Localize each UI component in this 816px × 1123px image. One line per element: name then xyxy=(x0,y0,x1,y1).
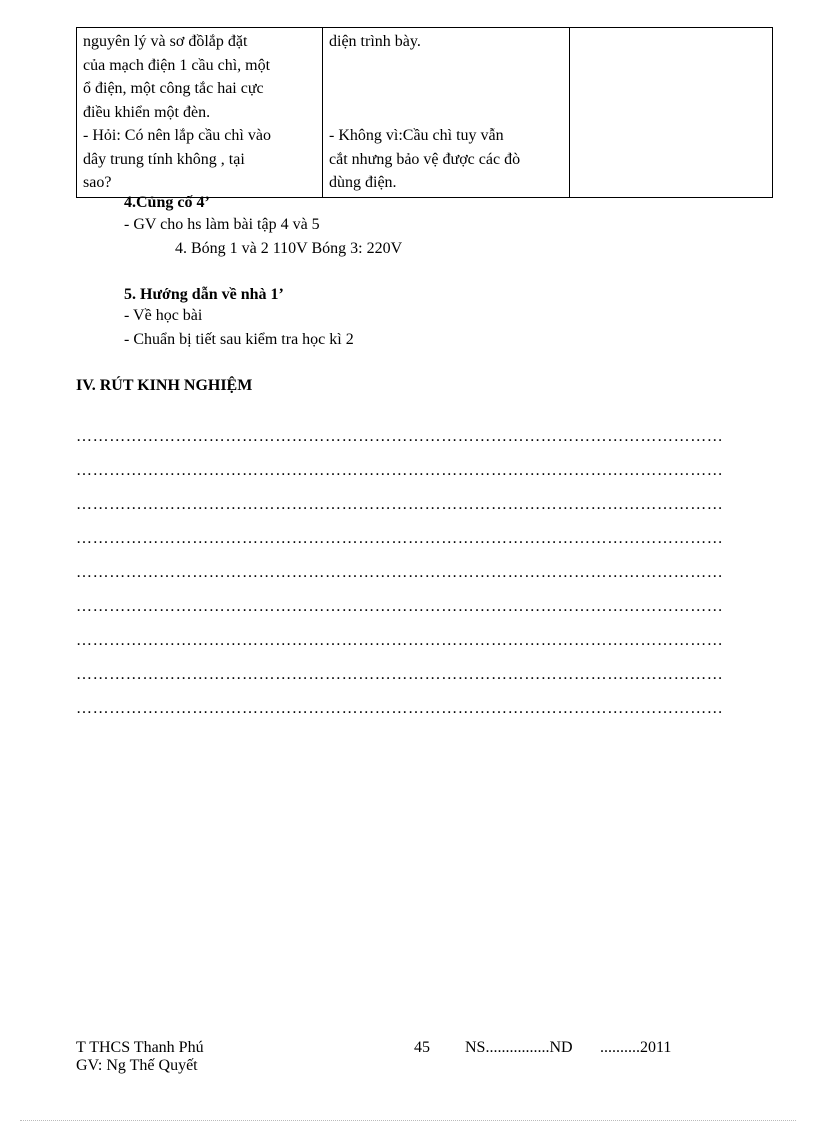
cell-line: điều khiển một đèn. xyxy=(83,103,211,121)
cell-line: dùng điện. xyxy=(329,174,397,191)
cell-line: cắt nhưng bảo vệ được các đò xyxy=(329,150,521,168)
section-4-heading: 4.Củng cố 4’ xyxy=(124,194,210,211)
cell-line: ổ điện, một công tắc hai cực xyxy=(83,80,264,97)
page-number: 45 xyxy=(414,1039,430,1056)
cell-line: sao? xyxy=(83,174,112,191)
cell-line: dây trung tính không , tại xyxy=(83,150,245,168)
section-4-answer: 4. Bóng 1 và 2 110V Bóng 3: 220V xyxy=(175,240,403,257)
dot-line: ……………………………………………………………………………………………………… xyxy=(76,428,724,445)
cell-line: của mạch điện 1 cầu chì, một xyxy=(83,56,271,74)
section-iv-heading: IV. RÚT KINH NGHIỆM xyxy=(76,377,253,394)
footer-year: ..........2011 xyxy=(600,1039,672,1056)
cell-line: - Hỏi: Có nên lắp cầu chì vào xyxy=(83,127,271,144)
footer-teacher: GV: Ng Thế Quyết xyxy=(76,1057,198,1074)
dot-line: ……………………………………………………………………………………………………… xyxy=(76,564,724,581)
section-5-line: - Chuẩn bị tiết sau kiểm tra học kì 2 xyxy=(124,331,354,348)
table-cell xyxy=(323,28,570,198)
table-cell xyxy=(570,28,773,198)
table-cell xyxy=(77,28,323,198)
dot-line: ……………………………………………………………………………………………………… xyxy=(76,598,724,615)
page-edge-divider xyxy=(20,1120,796,1121)
section-4-line: - GV cho hs làm bài tập 4 và 5 xyxy=(124,216,320,233)
footer-ns-nd: NS................ND xyxy=(465,1039,573,1056)
footer-school: T THCS Thanh Phú xyxy=(76,1039,204,1056)
dot-line: ……………………………………………………………………………………………………… xyxy=(76,666,724,683)
section-5-heading: 5. Hướng dẫn về nhà 1’ xyxy=(124,286,284,303)
dot-line: ……………………………………………………………………………………………………… xyxy=(76,462,724,479)
dot-line: ……………………………………………………………………………………………………… xyxy=(76,530,724,547)
lesson-table xyxy=(76,27,773,198)
cell-line: nguyên lý và sơ đồlắp đặt xyxy=(83,33,248,50)
dot-line: ……………………………………………………………………………………………………… xyxy=(76,700,724,717)
table-row xyxy=(77,28,773,198)
dot-line: ……………………………………………………………………………………………………… xyxy=(76,496,724,513)
dot-line: ……………………………………………………………………………………………………… xyxy=(76,632,724,649)
section-5-line: - Về học bài xyxy=(124,307,203,324)
cell-line: - Không vì:Cầu chì tuy vẫn xyxy=(329,127,504,144)
cell-line: diện trình bày. xyxy=(329,33,421,50)
